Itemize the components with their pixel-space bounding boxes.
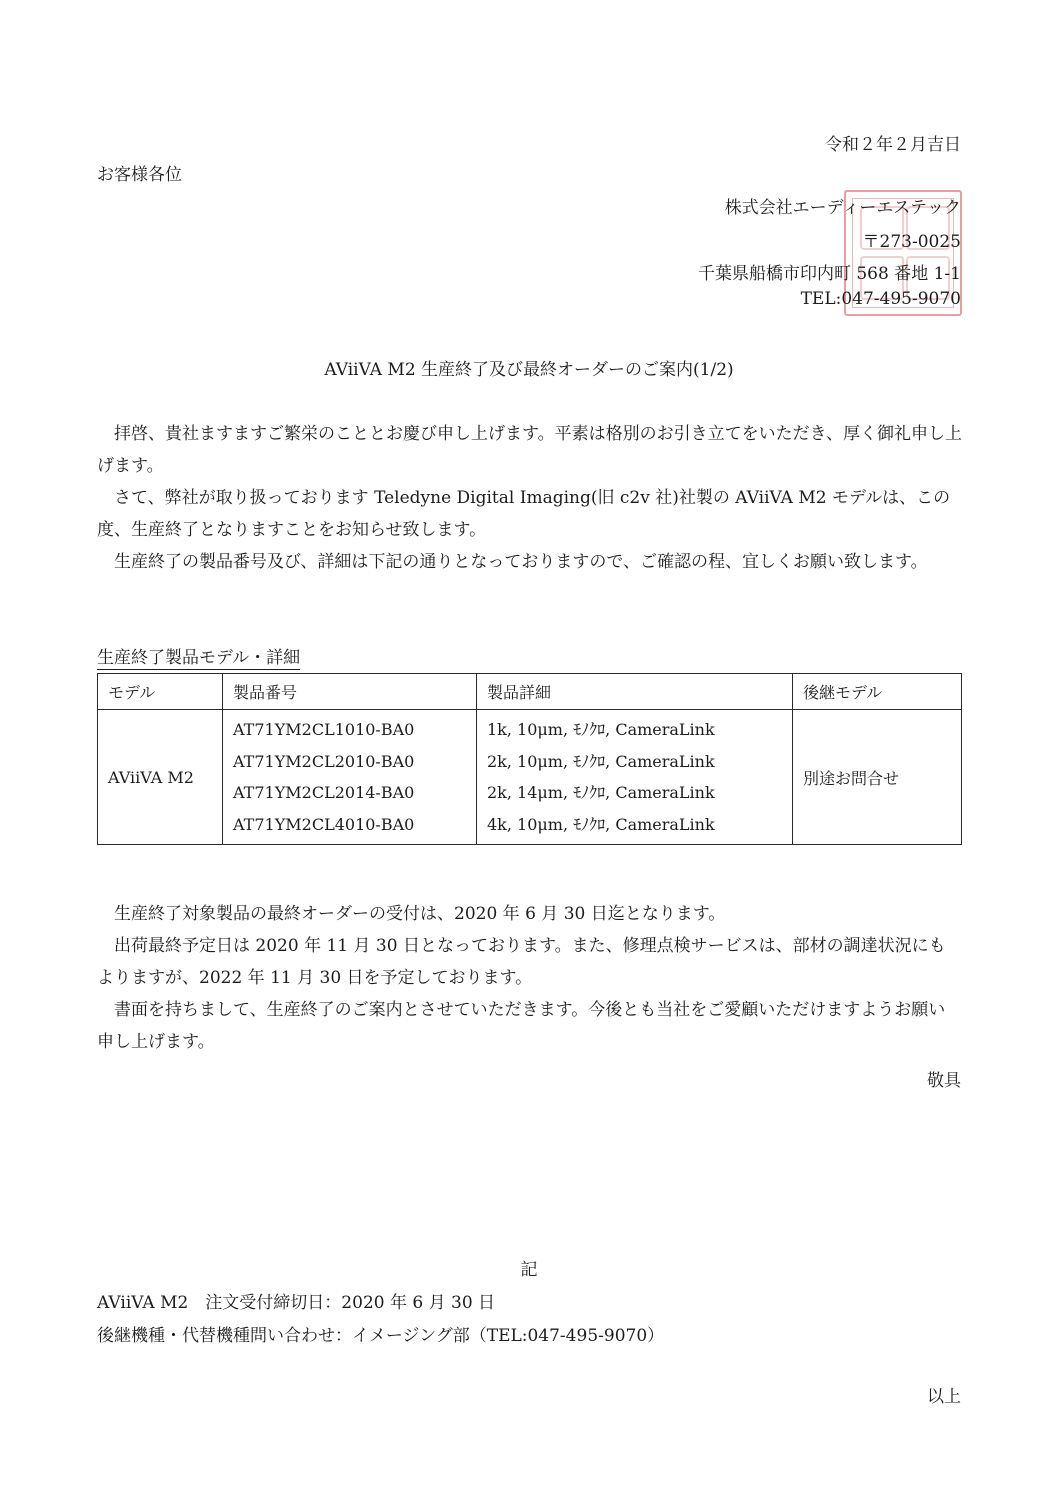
paragraph-announcement: さて、弊社が取り扱っております Teledyne Digital Imaging(旧 c2v 社)社製の AViiVA M2 モデルは、この度、生産終了となりますことをお知らせ致します。 [97,488,951,540]
paragraph-greeting: 拝啓、貴社ますますご繁栄のこととお慶び申し上げます。平素は格別のお引き立てをいただき、厚く御礼申し上げます。 [97,424,962,476]
sender-company: 株式会社エーディーエステック [724,198,961,218]
closing-ijou: 以上 [927,1387,961,1407]
part-number-cell [223,710,477,845]
sender-postal-code: 〒273-0025 [862,232,961,252]
document-title: AViiVA M2 生産終了及び最終オーダーのご案内(1/2) [324,360,734,380]
product-detail: 2k, 14μm, ﾓﾉｸﾛ, CameraLink [487,783,715,802]
part-number: AT71YM2CL4010-BA0 [233,814,415,834]
successor-cell: 別途お問合せ [793,710,962,845]
product-details-cell [477,710,793,845]
note-contact: 後継機種・代替機種問い合わせ：イメージング部（TEL:047-495-9070） [97,1326,665,1346]
paragraph-shipping-repair: 出荷最終予定日は 2020 年 11 月 30 日となっております。また、修理点検サービスは、部材の調達状況にもよりますが、2022 年 11 月 30 日を予定しております。 [97,936,946,988]
part-number: AT71YM2CL1010-BA0 [233,720,415,739]
product-detail: 1k, 10μm, ﾓﾉｸﾛ, CameraLink [487,720,715,739]
paragraph-details-intro: 生産終了の製品番号及び、詳細は下記の通りとなっておりますので、ご確認の程、宜しくお願い致します。 [114,552,928,572]
discontinued-products-table [97,673,962,845]
model-cell: AViiVA M2 [98,710,223,845]
sender-tel: TEL:047-495-9070 [800,289,961,309]
paragraph-closing: 書面を持ちまして、生産終了のご案内とさせていただきます。今後とも当社をご愛顧いただけますようお願い申し上げます。 [97,1000,946,1052]
part-number: AT71YM2CL2014-BA0 [233,783,415,802]
table-header-row [98,674,962,710]
header-successor-model: 後継モデル [793,674,962,710]
header-model: モデル [98,674,223,710]
recipient: お客様各位 [97,165,182,185]
paragraph-order-deadline: 生産終了対象製品の最終オーダーの受付は、2020 年 6 月 30 日迄となります。 [114,904,726,924]
header-part-number: 製品番号 [223,674,477,710]
product-detail: 2k, 10μm, ﾓﾉｸﾛ, CameraLink [487,751,715,771]
header-product-details: 製品詳細 [477,674,793,710]
sender-address: 千葉県船橋市印内町 568 番地 1-1 [697,264,961,284]
part-number: AT71YM2CL2010-BA0 [233,751,415,771]
table-row [98,710,962,845]
note-order-deadline: AViiVA M2 注文受付締切日：2020 年 6 月 30 日 [97,1293,496,1313]
notes-heading: 記 [520,1260,538,1280]
product-detail: 4k, 10μm, ﾓﾉｸﾛ, CameraLink [487,814,715,834]
closing-keigu: 敬具 [927,1071,961,1091]
document-date: 令和２年２月吉日 [825,135,961,155]
table-caption: 生産終了製品モデル・詳細 [97,643,300,670]
